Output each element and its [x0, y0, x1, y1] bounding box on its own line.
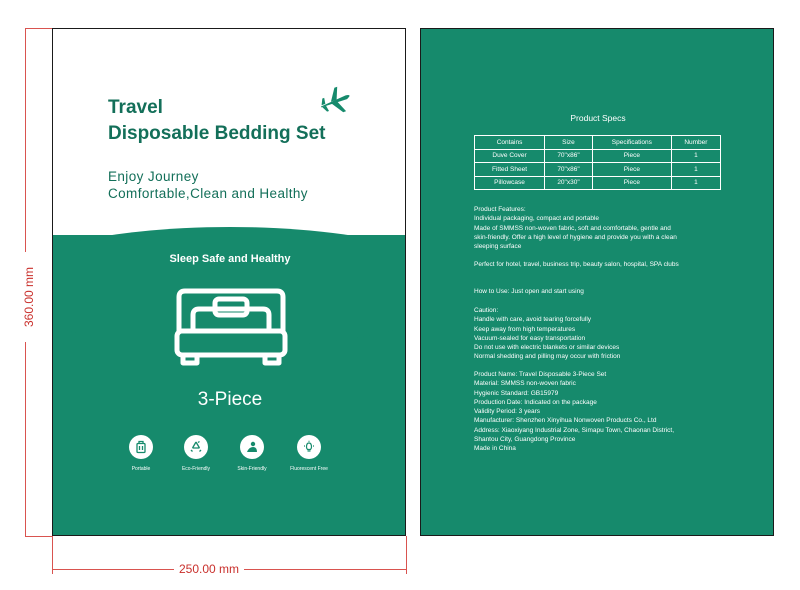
feature-eco-friendly — [168, 435, 224, 472]
text-line: Made in China — [474, 445, 516, 453]
width-dimension-label: 250.00 mm — [174, 562, 244, 576]
width-tick-left — [52, 536, 53, 574]
text-line: Validity Period: 3 years — [474, 408, 540, 416]
height-tick-bottom — [25, 536, 52, 537]
text-line: Hygienic Standard: GB15979 — [474, 389, 559, 397]
title-line-1: Travel — [108, 97, 163, 118]
airplane-icon — [317, 86, 355, 116]
front-panel — [52, 28, 406, 536]
piece-count-label: 3-Piece — [197, 389, 263, 410]
text-line: Shantou City, Guangdong Province — [474, 436, 576, 444]
text-line: Product Name: Travel Disposable 3-Piece Set — [474, 371, 607, 378]
tagline-line-1: Enjoy Journey — [108, 169, 199, 184]
height-tick-top — [25, 28, 52, 29]
text-line: Caution: — [474, 307, 499, 314]
bulb-icon — [297, 435, 321, 459]
text-line: Production Date: Indicated on the package — [474, 398, 597, 406]
table-cell: Piece — [592, 163, 671, 177]
feature-portable — [113, 435, 169, 472]
column-header: Contains — [475, 136, 545, 150]
text-line: Keep away from high temperatures — [474, 325, 576, 333]
text-line: Vacuum-sealed for easy transportation — [474, 334, 586, 342]
text-line: Product Features: — [474, 206, 526, 213]
product-specs-title: Product Specs — [570, 113, 626, 123]
table-row — [475, 163, 721, 177]
caution-block — [474, 306, 724, 362]
table-cell: Pillowcase — [475, 176, 545, 190]
text-line: Normal shedding and pilling may occur with friction — [474, 353, 621, 361]
text-line: Material: SMMSS non-woven fabric — [474, 380, 576, 388]
recycle-icon — [184, 435, 208, 459]
width-tick-right — [406, 536, 407, 574]
table-cell: 70"x86" — [545, 163, 593, 177]
table-cell: 20"x30" — [545, 176, 593, 190]
bed-icon — [171, 287, 291, 369]
tagline-line-2: Comfortable,Clean and Healthy — [108, 186, 308, 201]
feature-label: Portable — [131, 466, 151, 472]
sleep-banner-text: Sleep Safe and Healthy — [169, 253, 291, 265]
product-features-block — [474, 205, 724, 251]
feature-skin-friendly — [224, 435, 280, 472]
text-line: skin-friendly. Offer a high level of hygiene and provide you with a clean — [474, 233, 677, 241]
column-header: Size — [545, 136, 593, 150]
text-line: Individual packaging, compact and portable — [474, 215, 600, 223]
table-cell: Duve Cover — [475, 149, 545, 163]
feature-label: Eco-Friendly — [181, 466, 211, 472]
specs-table — [474, 135, 721, 190]
perfect-for-text: Perfect for hotel, travel, business trip, beauty salon, hospital, SPA clubs — [474, 261, 679, 268]
feature-label: Fluorescent Free — [290, 466, 328, 472]
feature-fluorescent-free — [281, 435, 337, 472]
text-line: Address: Xiaoxiyang Industrial Zone, Simapu Town, Chaonan District, — [474, 426, 675, 434]
table-cell: 1 — [671, 163, 720, 177]
text-line: sleeping surface — [474, 243, 522, 251]
table-header-row — [475, 136, 721, 150]
table-row — [475, 176, 721, 190]
table-cell: Piece — [592, 149, 671, 163]
product-info-block — [474, 370, 724, 454]
back-panel — [420, 28, 774, 536]
title-line-2: Disposable Bedding Set — [108, 123, 326, 144]
table-cell: 1 — [671, 176, 720, 190]
table-cell: 1 — [671, 149, 720, 163]
height-dimension-label: 360.00 mm — [22, 252, 36, 342]
skin-icon — [240, 435, 264, 459]
column-header: Number — [671, 136, 720, 150]
table-row — [475, 149, 721, 163]
text-line: Do not use with electric blankets or similar devices — [474, 344, 620, 352]
how-to-use-text: How to Use: Just open and start using — [474, 288, 584, 295]
portable-icon — [129, 435, 153, 459]
table-cell: Piece — [592, 176, 671, 190]
table-cell: Fitted Sheet — [475, 163, 545, 177]
text-line: Handle with care, avoid tearing forcefully — [474, 316, 592, 324]
text-line: Made of SMMSS non-woven fabric, soft and comfortable, gentle and — [474, 224, 671, 232]
feature-label: Skin-Friendly — [237, 466, 267, 472]
table-cell: 70"x86" — [545, 149, 593, 163]
column-header: Specifications — [592, 136, 671, 150]
text-line: Manufacturer: Shenzhen Xinyihua Nonwoven Products Co., Ltd — [474, 417, 657, 425]
